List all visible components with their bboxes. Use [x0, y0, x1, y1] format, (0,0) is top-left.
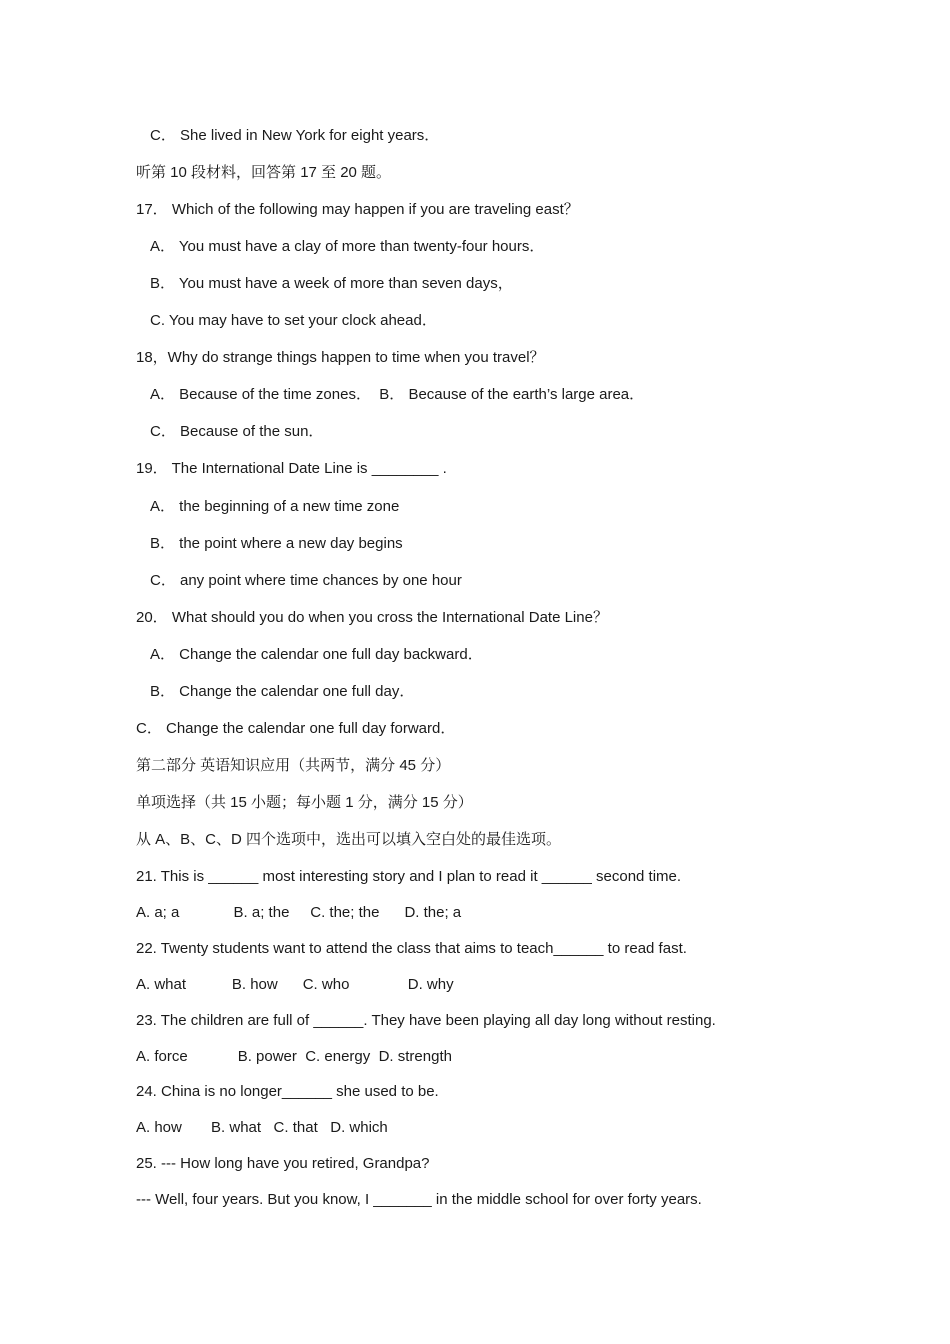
question-21: 21. This is ______ most interesting story and I plan to read it ______ second time. [136, 868, 682, 885]
q18-options-a-b: A． Because of the time zones． B． Because of the earth’s large area． [150, 386, 645, 403]
question-19: 19． The International Date Line is ________ . [136, 460, 447, 477]
q20-option-c: C． Change the calendar one full day forward． [136, 720, 456, 737]
question-20: 20． What should you do when you cross the International Date Line？ [136, 609, 608, 626]
single-choice-heading: 单项选择（共 15 小题；每小题 1 分，满分 15 分） [136, 794, 473, 811]
q19-option-a: A． the beginning of a new time zone [150, 498, 400, 515]
q17-option-c: C. You may have to set your clock ahead． [150, 312, 437, 329]
q20-option-b: B． Change the calendar one full day． [150, 683, 415, 700]
q16-option-c: C． She lived in New York for eight years． [150, 127, 440, 144]
part-two-heading: 第二部分 英语知识应用（共两节，满分 45 分） [136, 757, 451, 774]
single-choice-instruction: 从 A、B、C、D 四个选项中，选出可以填入空白处的最佳选项。 [136, 831, 562, 848]
question-23: 23. The children are full of ______. They have been playing all day long without resting. [136, 1012, 716, 1029]
q17-option-b: B． You must have a week of more than seven days， [150, 275, 513, 292]
q23-options: A. force B. power C. energy D. strength [136, 1048, 452, 1065]
q19-option-b: B． the point where a new day begins [150, 535, 403, 552]
question-25: 25. --- How long have you retired, Grandpa? [136, 1155, 430, 1172]
q22-options: A. what B. how C. who D. why [136, 976, 454, 993]
q18-option-c: C． Because of the sun． [150, 423, 324, 440]
question-17: 17． Which of the following may happen if you are traveling east？ [136, 201, 579, 218]
q19-option-c: C． any point where time chances by one hour [150, 572, 462, 589]
q17-option-a: A． You must have a clay of more than twenty-four hours． [150, 238, 545, 255]
q25-dialogue-reply: --- Well, four years. But you know, I _______ in the middle school for over forty years. [136, 1191, 702, 1208]
question-24: 24. China is no longer______ she used to be. [136, 1083, 439, 1100]
question-18: 18，Why do strange things happen to time when you travel？ [136, 349, 545, 366]
q20-option-a: A． Change the calendar one full day backward． [150, 646, 483, 663]
q21-options: A. a; a B. a; the C. the; the D. the; a [136, 904, 462, 921]
question-22: 22. Twenty students want to attend the class that aims to teach______ to read fast. [136, 940, 687, 957]
section-instruction-10: 听第 10 段材料，回答第 17 至 20 题。 [136, 164, 392, 181]
q24-options: A. how B. what C. that D. which [136, 1119, 388, 1136]
